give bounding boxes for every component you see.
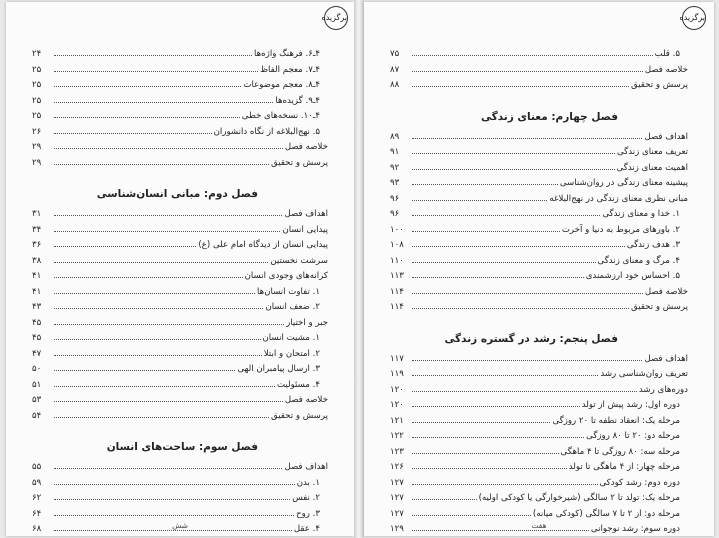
toc-entry [390, 413, 688, 429]
dot-leader [54, 490, 290, 500]
toc-entry-title: مرحله چهار: از ۴ ماهگی تا تولد [568, 462, 680, 472]
dot-leader [412, 160, 615, 170]
toc-entry-title: ۱. مشیت انسان [262, 333, 320, 343]
toc-page-number: ۹۲ [390, 162, 400, 173]
toc-entry-title: پرسش و تحقیق [631, 302, 688, 312]
toc-entry-title: مرحله سه: ۸۰ روزگی تا ۴ ماهگی [560, 446, 680, 457]
toc-entry-title: دوره دوم: رشد کودکی [599, 477, 680, 488]
toc-page-number: ۱۲۰ [390, 400, 404, 410]
dot-leader [54, 315, 284, 325]
dot-leader [54, 299, 263, 309]
toc-page-number: ۵۹ [32, 477, 42, 488]
toc-entry [390, 253, 688, 269]
publisher-emblem: برگزیده [682, 6, 706, 30]
toc-page-number: ۲۶ [32, 126, 42, 137]
toc-entry [390, 490, 688, 506]
toc-page-number: ۴۷ [32, 348, 42, 359]
dot-leader [412, 299, 629, 309]
toc-page-number: ۱۲۶ [390, 462, 404, 472]
toc-page-number: ۵۰ [32, 364, 42, 374]
dot-leader [54, 268, 243, 278]
dot-leader [54, 206, 282, 216]
toc-entry-title: اهمیت معنای زندگی [616, 162, 688, 173]
toc-page-number: ۱۲۹ [390, 524, 404, 534]
toc-entry [390, 382, 688, 398]
toc-page-number: ۸۷ [390, 64, 400, 75]
toc-entry-title: اهداف فصل [284, 462, 328, 472]
toc-list [390, 46, 688, 536]
toc-page-number: ۵۵ [32, 462, 42, 472]
toc-entry [32, 222, 328, 238]
toc-page-number: ۳۸ [32, 255, 42, 266]
toc-page-number: ۸۹ [390, 131, 400, 142]
toc-entry-title: ۴ـ۷. معجم الفاظ [260, 64, 320, 75]
toc-page-number: ۱۲۷ [390, 508, 404, 519]
toc-entry [390, 237, 688, 253]
dot-leader [54, 93, 273, 103]
toc-entry [32, 237, 328, 253]
toc-page-number: ۳۶ [32, 240, 42, 250]
toc-entry-title: ۴ـ۶. فرهنگ واژه‌ها [254, 49, 320, 59]
toc-entry-title: ۲. نفس [292, 493, 320, 503]
toc-entry-title: سرشت نخستین [270, 255, 328, 266]
toc-page-number: ۶۴ [32, 508, 42, 519]
toc-page-number: ۲۵ [32, 80, 42, 90]
toc-entry-title: مرحله دو: از ۲ تا ۷ سالگی (کودکی میانه) [532, 508, 680, 519]
toc-entry [390, 506, 688, 522]
toc-page-number: ۳۴ [32, 224, 42, 235]
toc-entry [390, 268, 688, 284]
toc-entry-title: مبانی نظری معنای زندگی در نهج‌البلاغه [549, 193, 688, 204]
dot-leader [412, 144, 615, 154]
toc-entry-title: ۳. هدف زندگی [626, 240, 680, 250]
toc-entry [390, 299, 688, 315]
toc-page-number: ۶۸ [32, 524, 42, 534]
dot-leader [54, 108, 240, 118]
toc-entry [390, 160, 688, 176]
toc-entry [390, 191, 688, 207]
dot-leader [54, 330, 261, 340]
toc-entry [32, 139, 328, 155]
toc-page-number: ۱۲۷ [390, 493, 404, 503]
toc-entry-title: تعریف روان‌شناسی رشد [600, 369, 688, 379]
toc-page-number: ۱۲۳ [390, 446, 404, 457]
dot-leader [412, 475, 598, 485]
toc-entry [32, 206, 328, 222]
toc-entry [390, 62, 688, 78]
dot-leader [54, 377, 275, 387]
dot-leader [54, 475, 295, 485]
toc-page-number: ۱۱۹ [390, 369, 404, 379]
toc-entry-title: پرسش و تحقیق [271, 157, 328, 168]
toc-entry [32, 459, 328, 475]
left-page [6, 2, 354, 536]
chapter-heading: فصل دوم: مبانی انسان‌شناسی [96, 188, 258, 200]
toc-page-number: ۴۵ [32, 333, 42, 343]
toc-entry [390, 46, 688, 62]
dot-leader [412, 62, 643, 72]
dot-leader [412, 444, 559, 454]
dot-leader [54, 222, 280, 232]
toc-entry-title: ۳. روح [296, 508, 320, 519]
toc-page-number: ۲۹ [32, 142, 42, 152]
toc-page-number: ۵۴ [32, 410, 42, 421]
toc-page-number: ۲۵ [32, 111, 42, 121]
toc-entry-title: ۲. باورهای مربوط به دنیا و آخرت [561, 224, 680, 235]
dot-leader [412, 428, 584, 438]
dot-leader [412, 77, 629, 87]
toc-entry [390, 77, 688, 93]
book-gutter [354, 0, 364, 538]
dot-leader [412, 46, 653, 56]
toc-entry [32, 62, 328, 78]
dot-leader [412, 268, 584, 278]
toc-entry-title: ۴ـ۸. معجم موضوعات [243, 80, 320, 90]
toc-entry-title: دوره سوم: رشد نوجوانی [590, 524, 680, 534]
toc-page-number: ۴۱ [32, 286, 42, 297]
dot-leader [54, 284, 255, 294]
toc-page-number: ۱۲۷ [390, 477, 404, 488]
dot-leader [54, 506, 294, 516]
toc-entry-title: ۱. بدن [296, 477, 320, 488]
dot-leader [54, 459, 282, 469]
toc-entry-title: پرسش و تحقیق [271, 410, 328, 421]
toc-entry [32, 46, 328, 62]
toc-page-number: ۳۱ [32, 209, 42, 219]
toc-entry-title: ۳. ارسال پیامبران الهی [237, 364, 320, 374]
dot-leader [412, 366, 598, 376]
toc-entry-title: خلاصه فصل [644, 64, 688, 75]
publisher-emblem: برگزیده [324, 6, 348, 30]
toc-entry [32, 253, 328, 269]
right-page [364, 2, 714, 536]
toc-entry-title: مرحله دو: ۲۰ تا ۸۰ روزگی [586, 431, 680, 441]
toc-entry [32, 108, 328, 124]
toc-entry-title: مرحله یک: تولد تا ۲ سالگی (شیرخوارگی یا کودکی اولیه) [478, 493, 680, 503]
dot-leader [412, 191, 547, 201]
dot-leader [54, 392, 283, 402]
toc-page-number: ۴۱ [32, 271, 42, 281]
toc-entry-title: مرحله یک: انعقاد نطفه تا ۲۰ روزگی [552, 415, 680, 426]
toc-entry [32, 268, 328, 284]
toc-entry-title: ۵. قلب [654, 49, 680, 59]
toc-entry-title: پرسش و تحقیق [631, 80, 688, 90]
dot-leader [54, 62, 258, 72]
toc-entry [32, 77, 328, 93]
toc-entry-title: اهداف فصل [644, 353, 688, 364]
toc-page-number: ۱۱۰ [390, 255, 404, 266]
toc-page-number: ۱۰۸ [390, 240, 404, 250]
toc-page-number: ۱۲۰ [390, 384, 404, 395]
dot-leader [412, 253, 596, 263]
toc-entry-title: خلاصه فصل [284, 395, 328, 405]
dot-leader [54, 237, 196, 247]
toc-page-number: ۲۵ [32, 95, 42, 106]
dot-leader [412, 237, 625, 247]
dot-leader [54, 408, 269, 418]
toc-entry [390, 284, 688, 300]
toc-page-number: ۱۰۰ [390, 224, 404, 235]
toc-entry [390, 206, 688, 222]
toc-entry [32, 124, 328, 140]
toc-page-number: ۱۲۱ [390, 415, 404, 426]
toc-page-number: ۴۵ [32, 317, 42, 328]
dot-leader [412, 175, 558, 185]
toc-entry [32, 506, 328, 522]
toc-entry [390, 222, 688, 238]
toc-entry-title: ۵. احساس خود ارزشمندی [585, 271, 680, 281]
toc-entry-title: پیدایی انسان [282, 224, 328, 235]
dot-leader [54, 253, 268, 263]
toc-entry-title: ۲. امتحان و ابتلا [263, 348, 320, 359]
toc-page-number: ۱۱۴ [390, 302, 404, 312]
toc-page-number: ۱۱۷ [390, 353, 404, 364]
toc-entry [32, 490, 328, 506]
toc-entry-title: پیدایی انسان از دیدگاه امام علی (ع) [198, 240, 328, 250]
toc-entry-title: پیشینه معنای زندگی در روان‌شناسی [559, 178, 688, 188]
toc-entry-title: ۱. خدا و معنای زندگی [602, 209, 680, 219]
dot-leader [54, 361, 235, 371]
toc-entry [32, 346, 328, 362]
dot-leader [412, 490, 477, 500]
toc-entry [32, 93, 328, 109]
toc-entry [32, 377, 328, 393]
toc-entry-title: خلاصه فصل [284, 142, 328, 152]
dot-leader [412, 413, 550, 423]
toc-page-number: ۴۳ [32, 302, 42, 312]
toc-entry [32, 284, 328, 300]
toc-entry-title: ۲. ضعف انسان [265, 302, 320, 312]
toc-entry [390, 366, 688, 382]
toc-page-number: ۱۱۳ [390, 271, 404, 281]
toc-entry [390, 459, 688, 475]
toc-entry [390, 144, 688, 160]
page-folio: شش [172, 521, 188, 530]
toc-entry-title: ۴ـ۱۰. نسخه‌های خطی [241, 111, 320, 121]
toc-page-number: ۲۵ [32, 64, 42, 75]
toc-entry-title: جبر و اختیار [286, 317, 328, 328]
dot-leader [412, 284, 643, 294]
toc-entry-title: اهداف فصل [284, 209, 328, 219]
toc-page-number: ۲۹ [32, 157, 42, 168]
dot-leader [54, 139, 283, 149]
toc-entry-title: ۴. مسئولیت [276, 379, 320, 390]
toc-page-number: ۵۱ [32, 379, 42, 390]
toc-entry [390, 175, 688, 191]
toc-page-number: ۲۴ [32, 49, 42, 59]
toc-page-number: ۹۶ [390, 209, 400, 219]
toc-entry [32, 330, 328, 346]
toc-entry-title: کرانه‌های وجودی انسان [244, 271, 328, 281]
dot-leader [412, 397, 580, 407]
toc-page-number: ۶۲ [32, 493, 42, 503]
toc-entry-title: اهداف فصل [644, 131, 688, 142]
dot-leader [412, 459, 567, 469]
toc-entry-title: دوره‌های رشد [638, 384, 688, 395]
toc-entry [32, 475, 328, 491]
dot-leader [412, 382, 637, 392]
dot-leader [54, 155, 269, 165]
toc-entry [32, 392, 328, 408]
dot-leader [412, 129, 642, 139]
toc-entry-title: ۵. نهج‌البلاغه از نگاه دانشوران [213, 126, 320, 137]
toc-page-number: ۱۲۲ [390, 431, 404, 441]
toc-list [32, 46, 328, 536]
toc-page-number: ۹۶ [390, 193, 400, 204]
dot-leader [412, 206, 600, 216]
toc-entry-title: ۴. عقل [293, 524, 320, 534]
toc-entry [32, 315, 328, 331]
toc-entry [32, 408, 328, 424]
toc-entry-title: ۴ـ۹. گزیده‌ها [275, 95, 320, 106]
toc-entry [390, 397, 688, 413]
toc-entry [390, 129, 688, 145]
toc-page-number: ۷۵ [390, 49, 400, 59]
chapter-heading: فصل پنجم: رشد در گستره زندگی [444, 332, 618, 345]
toc-page-number: ۵۳ [32, 395, 42, 405]
chapter-heading: فصل چهارم: معنای زندگی [480, 110, 618, 123]
dot-leader [54, 77, 241, 87]
dot-leader [54, 346, 262, 356]
toc-entry [390, 351, 688, 367]
dot-leader [54, 124, 212, 134]
dot-leader [412, 351, 642, 361]
toc-entry-title: دوره اول: رشد پیش از تولد [581, 400, 680, 410]
toc-page-number: ۹۱ [390, 147, 400, 157]
toc-entry-title: خلاصه فصل [644, 286, 688, 297]
toc-page-number: ۱۱۴ [390, 286, 404, 297]
dot-leader [412, 506, 531, 516]
toc-entry-title: ۴. مرگ و معنای زندگی [597, 255, 680, 266]
toc-entry [32, 361, 328, 377]
toc-entry-title: تعریف معنای زندگی [616, 147, 688, 157]
toc-entry-title: ۱. تفاوت انسان‌ها [257, 286, 320, 297]
toc-page-number: ۹۳ [390, 178, 400, 188]
toc-entry [32, 155, 328, 171]
toc-entry [390, 428, 688, 444]
toc-entry [390, 444, 688, 460]
toc-entry [390, 475, 688, 491]
toc-page-number: ۸۸ [390, 80, 400, 90]
chapter-heading: فصل سوم: ساحت‌های انسان [106, 441, 258, 453]
page-folio: هفت [531, 521, 547, 530]
toc-entry [32, 299, 328, 315]
dot-leader [54, 46, 252, 56]
dot-leader [412, 222, 560, 232]
